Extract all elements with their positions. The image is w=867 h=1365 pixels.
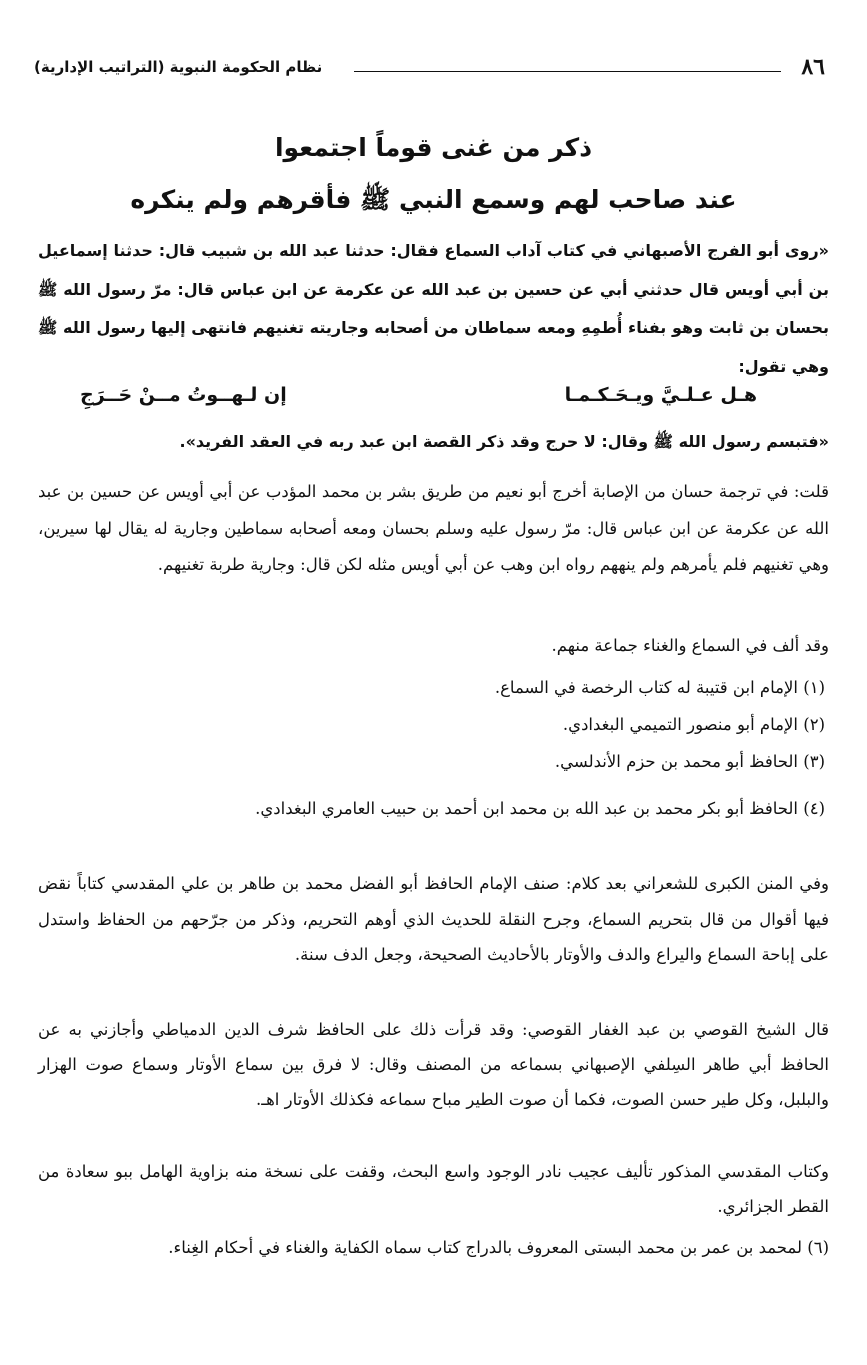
chapter-title-line-1: ذكر من غنى قوماً اجتمعوا xyxy=(274,133,593,162)
verse-first-hemistich: هـل عـلـيَّ ويـحَـكـمـا xyxy=(564,384,757,406)
paragraph-qultu: قلت: في ترجمة حسان من الإصابة أخرج أبو نعيم من طريق بشر بن محمد المؤدب عن أبي أويس عن حسين بن عبد الله عن عكرمة عن ابن عباس قال: مرّ رسول عليه وسلم بحسان ومعه أصحابه سماطين وجارية له يقال لها سيرين، وهي تغنيهم فلم يأمرهم ولم ينههم رواه ابن وهب عن أبي أويس مثله لكن قال: وجارية طربة تغنيهم. xyxy=(38,482,829,574)
chapter-title-line-2: عند صاحب لهم وسمع النبي ﷺ فأقرهم ولم ينكره xyxy=(130,185,737,214)
quoted-narration: «روى أبو الفرج الأصبهاني في كتاب آداب السماع فقال: حدثنا عبد الله بن شبيب قال: حدثنا إسماعيل بن أبي أويس قال حدثني أبي عن حسين بن عبد الله عن عكرمة عن ابن عباس قال: مرّ رسول الله ﷺ بحسان بن ثابت وهو بفناء أُطمِهِ ومعه سماطان من أصحابه وجاريته تغنيهم فانتهى إليها رسول الله ﷺ وهي تقول: xyxy=(38,241,829,376)
list-item: (٢) الإمام أبو منصور التميمي البغدادي. xyxy=(562,715,825,734)
list-item: (١) الإمام ابن قتيبة له كتاب الرخصة في السماع. xyxy=(494,678,825,697)
paragraph-minan: وفي المنن الكبرى للشعراني بعد كلام: صنف الإمام الحافظ أبو الفضل محمد بن طاهر بن علي المقدسي كتاباً نقض فيها أقوال من قال بتحريم السماع، وجرح النقلة للحديث الذي أوهم التحريم، وذكر من جرّحهم من الحفاظ واستدل على إباحة السماع واليراع والدف والأوتار بالأحاديث الصحيحة، وجعل الدف سنة. xyxy=(38,874,829,964)
running-title: نظام الحكومة النبوية (التراتيب الإدارية) xyxy=(34,58,323,76)
verse-second-hemistich: إن لـهــوتُ مــنْ حَــرَجِ xyxy=(80,384,287,406)
paragraph-maqdisi-book: وكتاب المقدسي المذكور تأليف عجيب نادر الوجود واسع البحث، وقفت على نسخة منه بزاوية الهامل ببو سعادة من القطر الجزائري. xyxy=(38,1162,829,1216)
list-item: (٣) الحافظ أبو محمد بن حزم الأندلسي. xyxy=(554,752,825,771)
header-rule xyxy=(354,71,781,72)
list-item-6: (٦) لمحمد بن عمر بن محمد البستى المعروف بالدراج كتاب سماه الكفاية والغناء في أحكام الغِناء. xyxy=(168,1238,829,1257)
page-header xyxy=(34,52,825,82)
quoted-narration-ending: «فتبسم رسول الله ﷺ وقال: لا حرج وقد ذكر القصة ابن عبد ربه في العقد الفريد». xyxy=(179,432,829,451)
paragraph-qusi: قال الشيخ القوصي بن عبد الغفار القوصي: وقد قرأت ذلك على الحافظ شرف الدين الدمياطي وأجازني به عن الحافظ أبي طاهر السِلفي الإصبهاني بسماعه من المصنف وقال: لا فرق بين سماع الأوتار وسماع صوت الهزار والبلبل، وكل طير حسن الصوت، فكما أن صوت الطير مباح سماعه فكذلك الأوتار اهـ. xyxy=(38,1020,829,1109)
page-number: ٨٦ xyxy=(801,54,825,80)
poetry-verse xyxy=(80,384,757,424)
list-item: (٤) الحافظ أبو بكر محمد بن عبد الله بن محمد ابن أحمد بن حبيب العامري البغدادي. xyxy=(255,799,825,818)
paragraph-authors-intro: وقد ألف في السماع والغناء جماعة منهم. xyxy=(551,636,829,655)
